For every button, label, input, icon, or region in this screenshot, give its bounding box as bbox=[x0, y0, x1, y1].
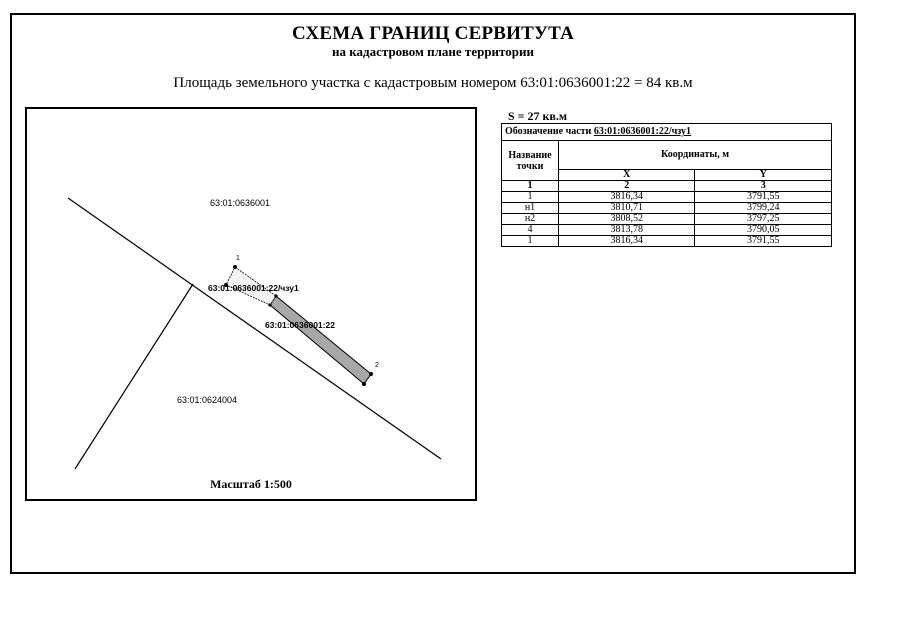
col-header-x: X bbox=[559, 170, 695, 181]
cadastral-map bbox=[27, 109, 475, 499]
row-point: 4 bbox=[502, 225, 559, 236]
row-x: 3816,34 bbox=[559, 192, 695, 203]
table-row bbox=[502, 236, 832, 247]
document-sheet bbox=[10, 13, 856, 574]
part-designation-cell bbox=[502, 124, 832, 141]
col-index-3: 3 bbox=[695, 181, 832, 192]
point-marker-2 bbox=[369, 372, 373, 376]
servitude-area-label: S = 27 кв.м bbox=[508, 109, 568, 123]
row-y: 3790,05 bbox=[695, 225, 832, 236]
row-point: 1 bbox=[502, 236, 559, 247]
parcel-label: 63:01:0636001:22 bbox=[265, 320, 335, 330]
row-x: 3813,78 bbox=[559, 225, 695, 236]
row-point: 1 bbox=[502, 192, 559, 203]
row-x: 3810,71 bbox=[559, 203, 695, 214]
col-header-y: Y bbox=[695, 170, 832, 181]
row-point: н2 bbox=[502, 214, 559, 225]
map-scale: Масштаб 1:500 bbox=[210, 477, 292, 491]
table-row bbox=[502, 203, 832, 214]
quarter-boundary-line bbox=[68, 198, 441, 459]
point-marker-3 bbox=[362, 382, 366, 386]
map-frame bbox=[25, 107, 477, 501]
point-marker-n1 bbox=[274, 294, 277, 297]
col-index-1: 1 bbox=[502, 181, 559, 192]
area-statement: Площадь земельного участка с кадастровым номером 63:01:0636001:22 = 84 кв.м bbox=[173, 75, 693, 91]
col-header-point-name: Название точки bbox=[502, 141, 559, 181]
point-marker-n2 bbox=[268, 303, 271, 306]
row-x: 3816,34 bbox=[559, 236, 695, 247]
coordinates-table bbox=[501, 123, 832, 247]
quarter-bottom-label: 63:01:0624004 bbox=[177, 395, 238, 405]
table-row bbox=[502, 225, 832, 236]
row-y: 3797,25 bbox=[695, 214, 832, 225]
part-designation-prefix: Обозначение части bbox=[505, 126, 592, 137]
servitude-area bbox=[270, 296, 371, 384]
table-row bbox=[502, 192, 832, 203]
point-marker-1 bbox=[233, 265, 237, 269]
servitude-label: 63:01:0636001:22/чзу1 bbox=[208, 283, 299, 293]
row-point: н1 bbox=[502, 203, 559, 214]
document-subtitle: на кадастровом плане территории bbox=[332, 44, 534, 59]
col-index-2: 2 bbox=[559, 181, 695, 192]
document-title: СХЕМА ГРАНИЦ СЕРВИТУТА bbox=[291, 23, 574, 44]
point-label-1: 1 bbox=[236, 255, 240, 262]
point-label-2: 2 bbox=[375, 362, 379, 369]
table-row bbox=[502, 214, 832, 225]
row-y: 3791,55 bbox=[695, 192, 832, 203]
part-designation-number: 63:01:0636001:22/чзу1 bbox=[593, 126, 692, 137]
quarter-top-label: 63:01:0636001 bbox=[210, 198, 271, 208]
row-x: 3808,52 bbox=[559, 214, 695, 225]
col-header-coordinates: Координаты, м bbox=[559, 141, 832, 170]
row-y: 3791,55 bbox=[695, 236, 832, 247]
row-y: 3799,24 bbox=[695, 203, 832, 214]
quarter-boundary-line-2 bbox=[75, 284, 193, 469]
